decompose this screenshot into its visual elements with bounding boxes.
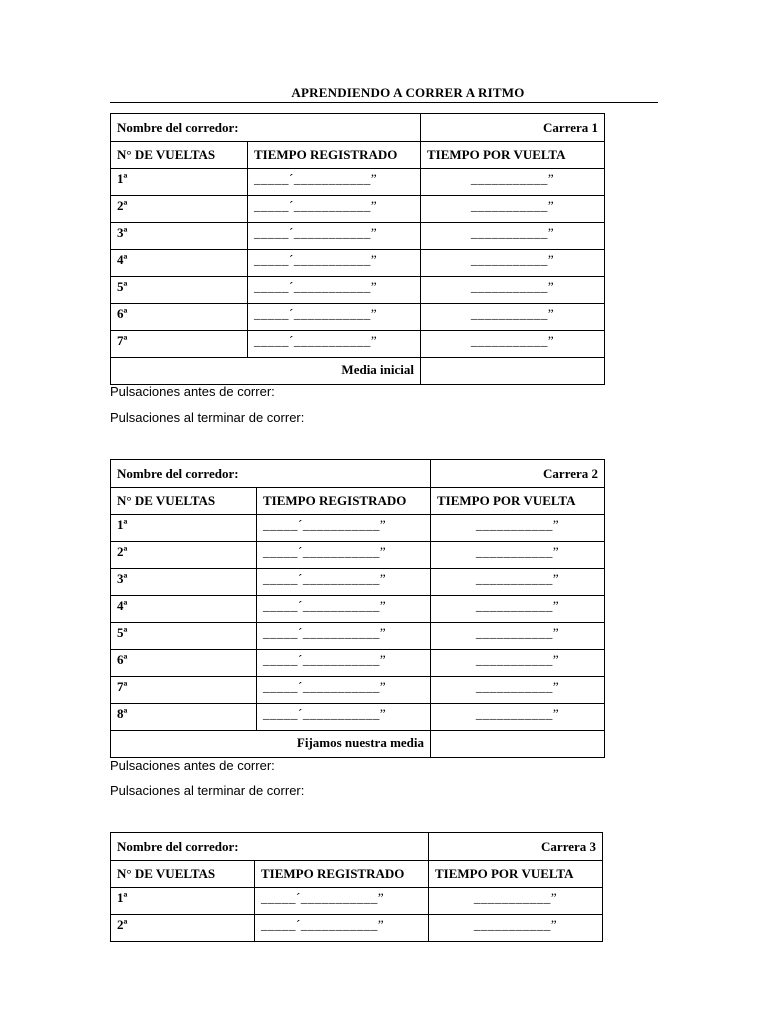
time-header: TIEMPO REGISTRADO xyxy=(255,861,429,888)
time-per-lap-field[interactable]: ___________” xyxy=(431,569,605,596)
lap-number: 4ª xyxy=(111,250,248,277)
laps-header: N° DE VUELTAS xyxy=(111,142,248,169)
runner-name-label: Nombre del corredor: xyxy=(111,460,431,488)
pulse-after-label: Pulsaciones al terminar de correr: xyxy=(110,410,305,425)
time-recorded-field[interactable]: _____´___________” xyxy=(255,888,429,915)
lap-row xyxy=(111,304,605,331)
time-recorded-field[interactable]: _____´___________” xyxy=(248,250,421,277)
lap-row xyxy=(111,623,605,650)
column-header-row xyxy=(111,488,605,515)
time-per-lap-field[interactable]: ___________” xyxy=(429,915,603,942)
race-2-table xyxy=(110,459,605,758)
lap-row xyxy=(111,650,605,677)
time-recorded-field[interactable]: _____´___________” xyxy=(257,596,431,623)
lap-number: 2ª xyxy=(111,542,257,569)
race-label: Carrera 2 xyxy=(431,460,605,488)
lap-row xyxy=(111,169,605,196)
document-title: APRENDIENDO A CORRER A RITMO xyxy=(291,85,525,100)
time-recorded-field[interactable]: _____´___________” xyxy=(255,915,429,942)
lap-row xyxy=(111,542,605,569)
time-recorded-field[interactable]: _____´___________” xyxy=(257,704,431,731)
runner-name-label: Nombre del corredor: xyxy=(111,114,421,142)
title-underline xyxy=(110,102,658,103)
pulse-before-label: Pulsaciones antes de correr: xyxy=(110,384,275,399)
race-1-table xyxy=(110,113,605,385)
time-per-lap-field[interactable]: ___________” xyxy=(421,277,605,304)
time-recorded-field[interactable]: _____´___________” xyxy=(257,569,431,596)
time-per-lap-field[interactable]: ___________” xyxy=(421,223,605,250)
lap-number: 2ª xyxy=(111,196,248,223)
laps-header: N° DE VUELTAS xyxy=(111,488,257,515)
lap-row xyxy=(111,704,605,731)
time-per-lap-field[interactable]: ___________” xyxy=(429,888,603,915)
lap-row xyxy=(111,515,605,542)
lap-number: 2ª xyxy=(111,915,255,942)
lap-number: 1ª xyxy=(111,888,255,915)
lap-number: 1ª xyxy=(111,169,248,196)
lap-row xyxy=(111,277,605,304)
time-per-lap-field[interactable]: ___________” xyxy=(431,623,605,650)
column-header-row xyxy=(111,142,605,169)
time-recorded-field[interactable]: _____´___________” xyxy=(248,223,421,250)
time-recorded-field[interactable]: _____´___________” xyxy=(248,196,421,223)
lap-row xyxy=(111,596,605,623)
time-recorded-field[interactable]: _____´___________” xyxy=(257,650,431,677)
lap-rows xyxy=(111,888,603,942)
time-header: TIEMPO REGISTRADO xyxy=(248,142,421,169)
lap-rows xyxy=(111,515,605,731)
lap-row xyxy=(111,677,605,704)
average-label: Media inicial xyxy=(111,358,421,385)
time-per-lap-field[interactable]: ___________” xyxy=(421,331,605,358)
time-per-lap-field[interactable]: ___________” xyxy=(431,677,605,704)
race-header-row xyxy=(111,460,605,488)
time-per-lap-field[interactable]: ___________” xyxy=(431,704,605,731)
time-per-lap-field[interactable]: ___________” xyxy=(431,596,605,623)
time-recorded-field[interactable]: _____´___________” xyxy=(257,677,431,704)
pulse-after-label: Pulsaciones al terminar de correr: xyxy=(110,783,305,798)
time-recorded-field[interactable]: _____´___________” xyxy=(257,515,431,542)
lap-number: 5ª xyxy=(111,277,248,304)
lap-row xyxy=(111,331,605,358)
per-lap-header: TIEMPO POR VUELTA xyxy=(421,142,605,169)
pulse-before-label: Pulsaciones antes de correr: xyxy=(110,758,275,773)
lap-row xyxy=(111,250,605,277)
laps-header: N° DE VUELTAS xyxy=(111,861,255,888)
time-recorded-field[interactable]: _____´___________” xyxy=(248,277,421,304)
lap-number: 4ª xyxy=(111,596,257,623)
time-per-lap-field[interactable]: ___________” xyxy=(431,515,605,542)
time-per-lap-field[interactable]: ___________” xyxy=(421,169,605,196)
lap-row xyxy=(111,569,605,596)
lap-number: 8ª xyxy=(111,704,257,731)
time-per-lap-field[interactable]: ___________” xyxy=(431,542,605,569)
lap-number: 7ª xyxy=(111,677,257,704)
lap-row xyxy=(111,915,603,942)
average-field[interactable] xyxy=(431,731,605,758)
lap-rows xyxy=(111,169,605,358)
time-per-lap-field[interactable]: ___________” xyxy=(421,304,605,331)
lap-number: 6ª xyxy=(111,650,257,677)
lap-row xyxy=(111,223,605,250)
footer-row xyxy=(111,358,605,385)
time-recorded-field[interactable]: _____´___________” xyxy=(257,542,431,569)
lap-number: 3ª xyxy=(111,223,248,250)
runner-name-label: Nombre del corredor: xyxy=(111,833,429,861)
race-3-table xyxy=(110,832,603,942)
time-per-lap-field[interactable]: ___________” xyxy=(421,250,605,277)
lap-number: 3ª xyxy=(111,569,257,596)
per-lap-header: TIEMPO POR VUELTA xyxy=(429,861,603,888)
time-recorded-field[interactable]: _____´___________” xyxy=(257,623,431,650)
lap-number: 7ª xyxy=(111,331,248,358)
time-recorded-field[interactable]: _____´___________” xyxy=(248,169,421,196)
per-lap-header: TIEMPO POR VUELTA xyxy=(431,488,605,515)
race-header-row xyxy=(111,114,605,142)
lap-number: 1ª xyxy=(111,515,257,542)
column-header-row xyxy=(111,861,603,888)
lap-number: 5ª xyxy=(111,623,257,650)
average-field[interactable] xyxy=(421,358,605,385)
time-per-lap-field[interactable]: ___________” xyxy=(421,196,605,223)
time-per-lap-field[interactable]: ___________” xyxy=(431,650,605,677)
time-recorded-field[interactable]: _____´___________” xyxy=(248,331,421,358)
lap-number: 6ª xyxy=(111,304,248,331)
race-header-row xyxy=(111,833,603,861)
time-header: TIEMPO REGISTRADO xyxy=(257,488,431,515)
lap-row xyxy=(111,888,603,915)
average-label: Fijamos nuestra media xyxy=(111,731,431,758)
lap-row xyxy=(111,196,605,223)
race-label: Carrera 1 xyxy=(421,114,605,142)
race-label: Carrera 3 xyxy=(429,833,603,861)
time-recorded-field[interactable]: _____´___________” xyxy=(248,304,421,331)
footer-row xyxy=(111,731,605,758)
